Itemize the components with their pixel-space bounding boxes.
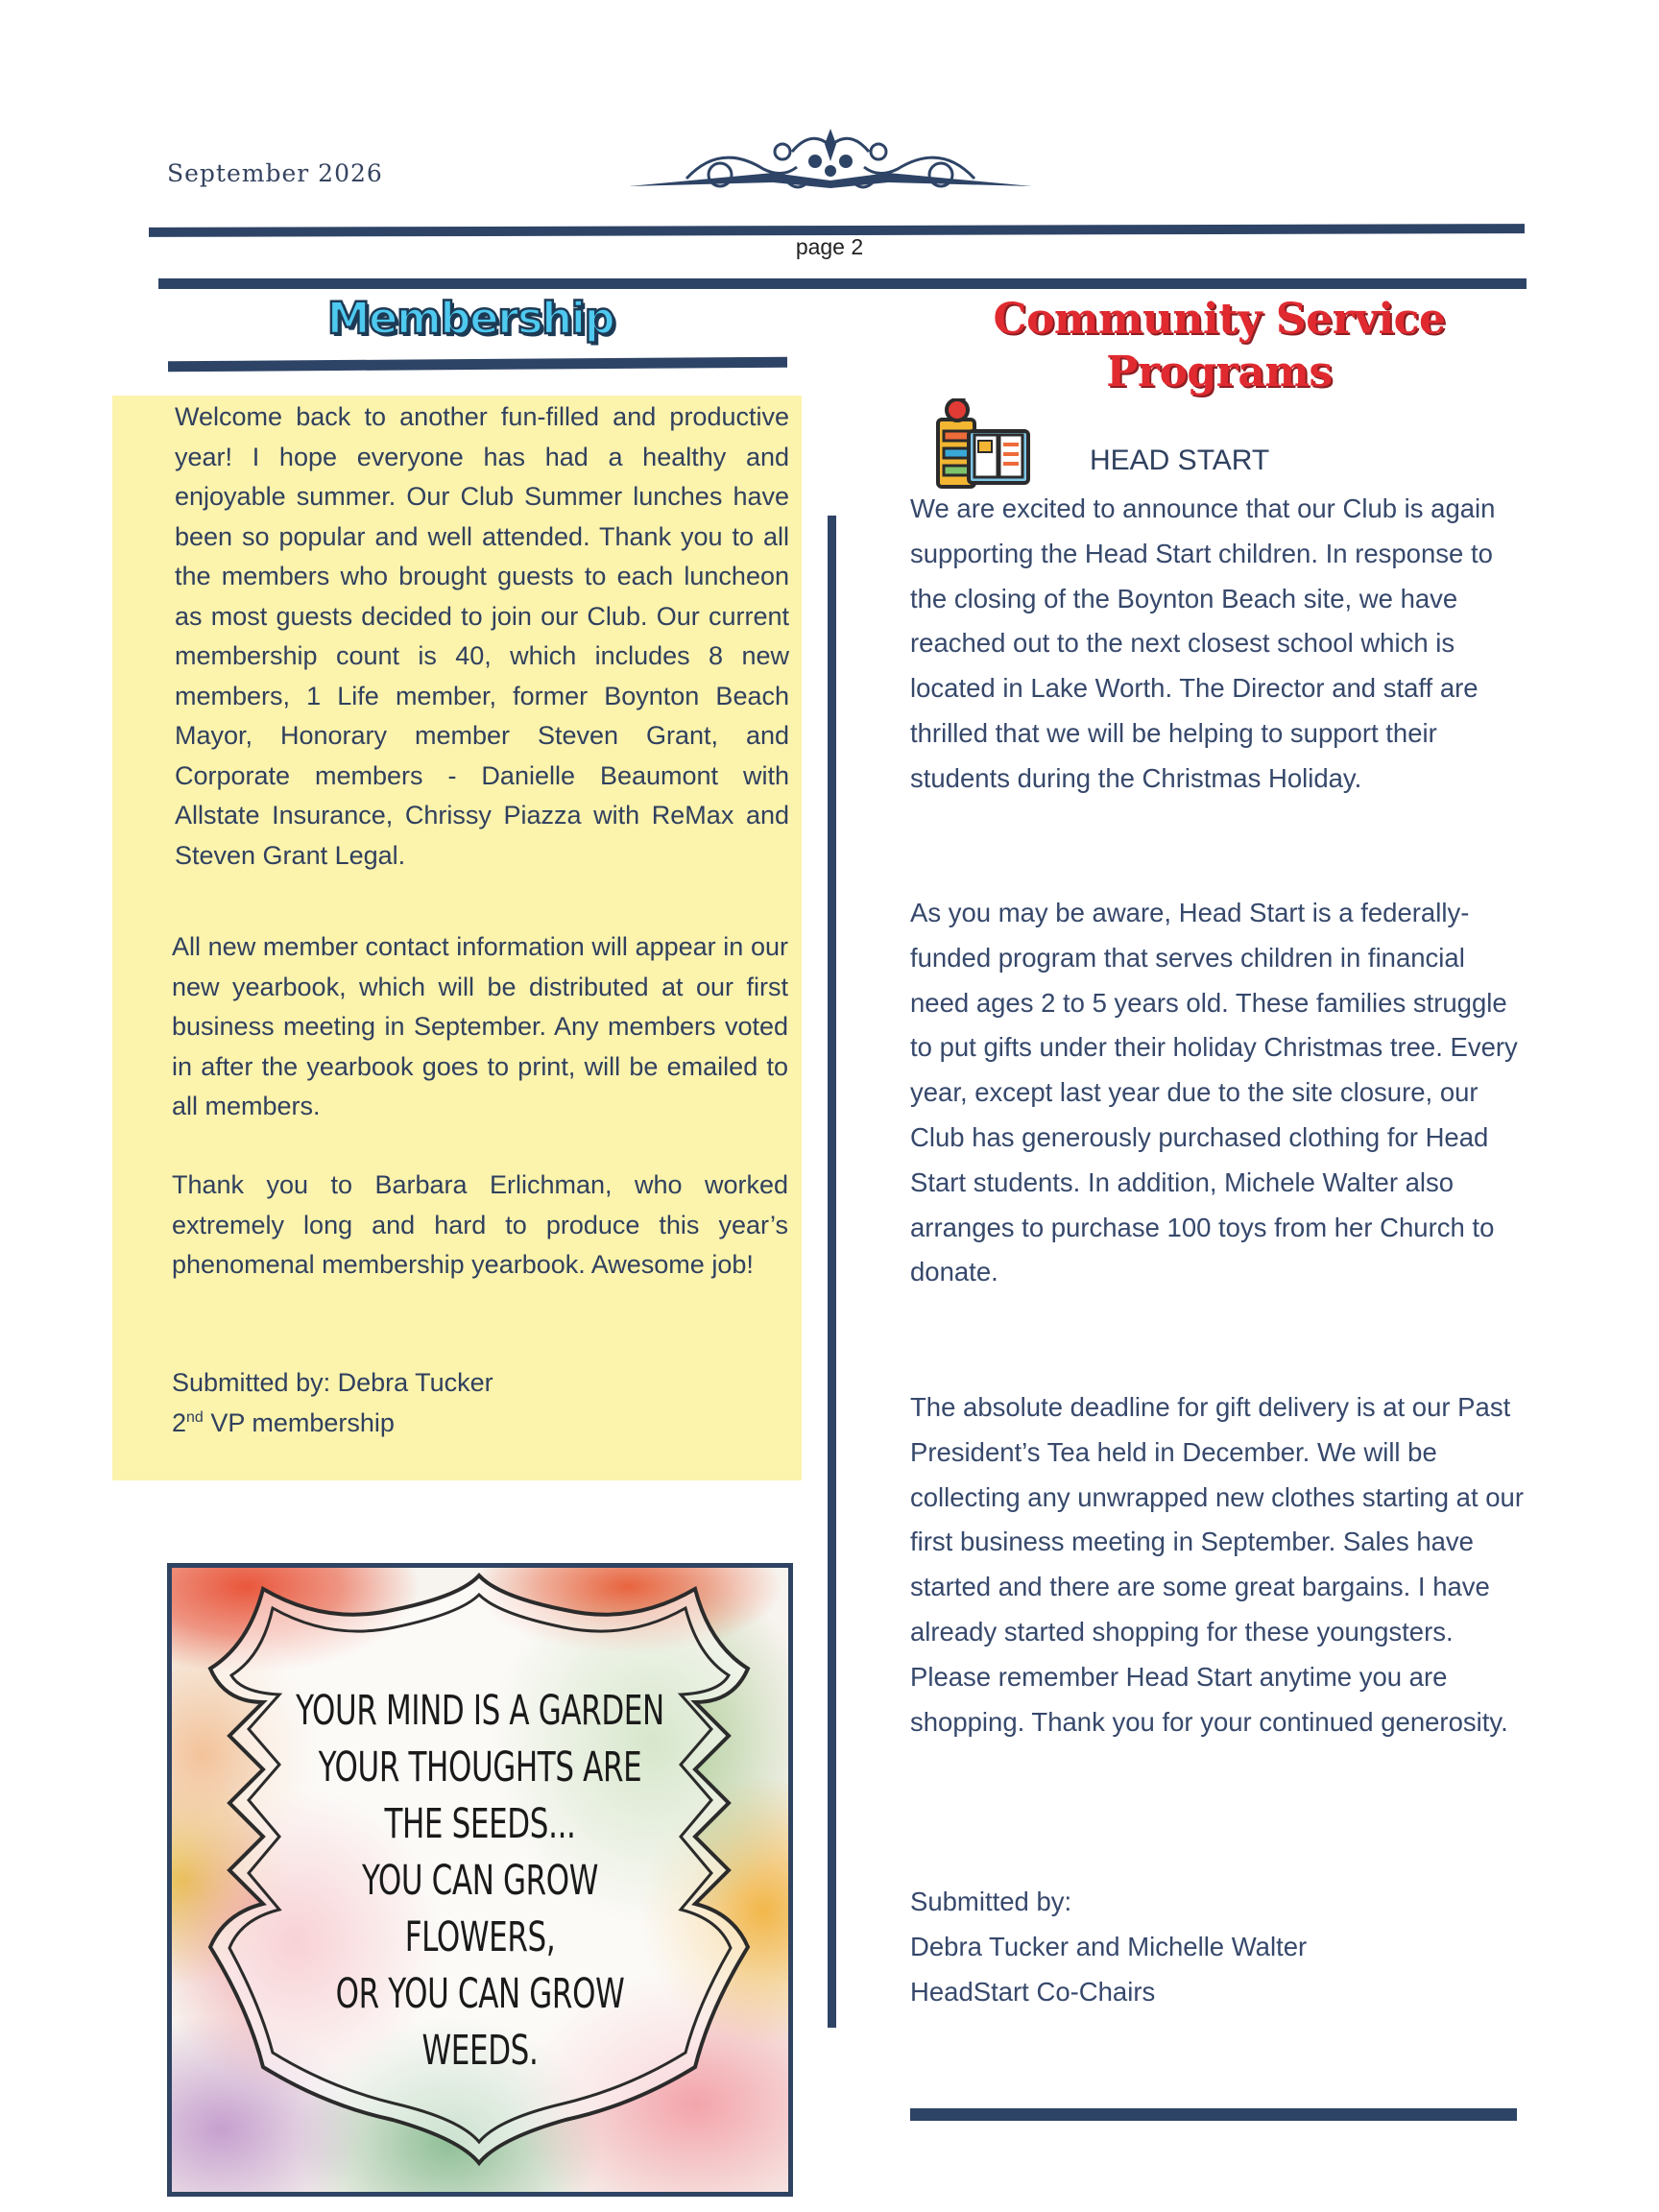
role-ordinal: 2 [172, 1408, 187, 1437]
program-title: HEAD START [1090, 445, 1270, 476]
membership-heading: Membership [326, 293, 614, 344]
role-title: VP membership [203, 1408, 395, 1437]
ornament-flourish-icon [629, 123, 1032, 192]
header-rule-lower [158, 278, 1527, 289]
quote-text: YOUR MIND IS A GARDEN YOUR THOUGHTS ARE THE SEEDS... YOU CAN GROW FLOWERS, OR YOU CAN GROW WEEDS. [296, 1687, 664, 2075]
membership-paragraph: All new member contact information will appear in our new yearbook, which will be distributed at our first business meeting in September. Any members voted in after the yearbook goes to print, will be emailed to all members. [172, 932, 788, 1120]
role-ordinal-suffix: nd [186, 1409, 204, 1426]
submitted-label: Submitted by: [910, 1887, 1072, 1916]
apple-book-icon [936, 398, 1032, 490]
community-service-paragraph: As you may be aware, Head Start is a federally-funded program that serves children in financial need ages 2 to 5 years old. These families struggle to put gifts under their holiday Christmas tree. Every year, except last year due to the site closure, our Club has generously purchased clothing for Head Start students. In addition, Michele Walter also arranges to purchase 100 toys from her Church to donate. [910, 898, 1518, 1287]
quote-image [167, 1563, 793, 2197]
community-service-heading: Community Service Programs [993, 295, 1446, 397]
membership-role [172, 1404, 748, 1444]
membership-submitted-by: Submitted by: Debra Tucker [172, 1368, 493, 1397]
membership-paragraph: Welcome back to another fun-filled and productive year! I hope everyone has had a healthy and enjoyable summer. Our Club Summer lunches have been so popular and well attended. Thank you to all the members who brought guests to each luncheon as most guests decided to join our Club. Our current membership count is 40, which includes 8 new members, 1 Life member, former Boynton Beach Mayor, Honorary member Steven Grant, and Corporate members - Danielle Beaumont with Allstate Insurance, Chrissy Piazza with ReMax and Steven Grant Legal. [175, 402, 789, 870]
footer-rule [910, 2108, 1517, 2121]
page-number: page 2 [795, 234, 864, 259]
membership-paragraph: Thank you to Barbara Erlichman, who worked extremely long and hard to produce this year’s phenomenal membership yearbook. Awesome job! [172, 1170, 788, 1279]
submitted-names: Debra Tucker and Michelle Walter [910, 1931, 1308, 1961]
membership-heading-rule [168, 357, 787, 373]
column-divider [828, 516, 836, 2028]
submitted-role: HeadStart Co-Chairs [910, 1976, 1156, 2007]
community-service-signature [910, 1880, 1525, 2014]
issue-date: September 2026 [167, 159, 383, 187]
community-service-paragraph: We are excited to announce that our Club is again supporting the Head Start children. In response to the closing of the Boynton Beach site, we have reached out to the next closest school which is located in Lake Worth. The Director and staff are thrilled that we will be helping to support their students during the Christmas Holiday. [910, 493, 1496, 793]
community-service-paragraph: The absolute deadline for gift delivery is at our Past President’s Tea held in December. We will be collecting any unwrapped new clothes starting at our first business meeting in September. Sales have started and there are some great bargains. I have already started shopping for these youngsters. Please remember Head Start anytime you are shopping. Thank you for your continued generosity. [910, 1392, 1524, 1737]
